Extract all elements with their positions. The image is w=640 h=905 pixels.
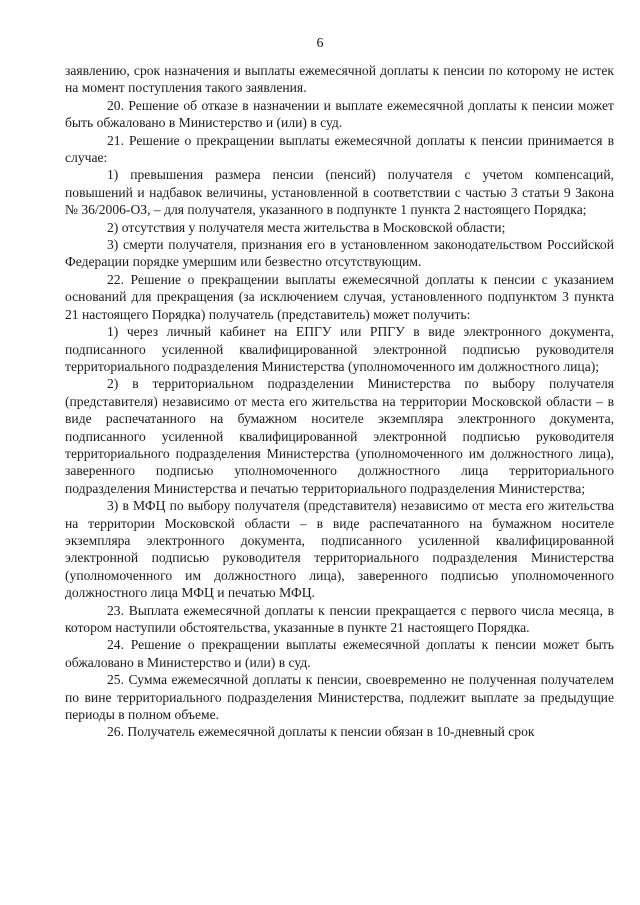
paragraph-26: 26. Получатель ежемесячной доплаты к пенсии обязан в 10-дневный срок [107,724,535,740]
paragraph-22: 22. Решение о прекращении выплаты ежемесячной доплаты к пенсии с указанием оснований для прекращения (за исключением случая, установленного подпунктом 3 пункта 21 настоящего Порядка) получатель (представитель) может получить: [65,271,614,322]
paragraph-21-item-1: 1) превышения размера пенсии (пенсий) получателя с учетом компенсаций, повышений и надбавок величины, установленной в соответствии с частью 3 статьи 9 Закона № 36/2006-ОЗ, – для получателя, указанного в подпункте 1 пункта 2 настоящего Порядка; [65,167,614,218]
document-body [65,62,614,741]
paragraph-24: 24. Решение о прекращении выплаты ежемесячной доплаты к пенсии может быть обжаловано в Министерство и (или) в суд. [65,637,614,670]
paragraph-25: 25. Сумма ежемесячной доплаты к пенсии, своевременно не полученная получателем по вине территориального подразделения Министерства, подлежит выплате за предыдущие периоды в полном объеме. [65,672,614,723]
paragraph-21-item-2: 2) отсутствия у получателя места жительства в Московской области; [107,219,506,235]
paragraph-20: 20. Решение об отказе в назначении и выплате ежемесячной доплаты к пенсии может быть обжаловано в Министерство и (или) в суд. [65,97,614,131]
paragraph-23: 23. Выплата ежемесячной доплаты к пенсии прекращается с первого числа месяца, в котором наступили обстоятельства, указанные в пункте 21 настоящего Порядка. [65,602,614,635]
paragraph-21: 21. Решение о прекращении выплаты ежемесячной доплаты к пенсии принимается в случае: [65,132,614,166]
paragraph-22-item-1: 1) через личный кабинет на ЕПГУ или РПГУ в виде электронного документа, подписанного усиленной квалифицированной электронной подписью руководителя территориального подразделения Министерства (уполномоченного им должностного лица); [65,324,614,374]
paragraph-22-item-2: 2) в территориальном подразделении Министерства по выбору получателя (представителя) независимо от места его жительства на территории Московской области – в виде распечатанного на бумажном носителе экземпляра электронного документа, подписанного усиленной квалифицированной электронной подписью руководителя территориального подразделения Министерства (уполномоченного им должностного лица), заверенного подписью уполномоченного должностного лица территориального подразделения Министерства и печатью территориального подразделения Министерства; [65,376,614,496]
paragraph-continuation: заявлению, срок назначения и выплаты ежемесячной доплаты к пенсии по которому не истек на момент поступления такого заявления. [65,63,614,96]
paragraph-21-item-3: 3) смерти получателя, признания его в установленном законодательством Российской Федерации порядке умершим или безвестно отсутствующим. [65,237,614,270]
page-number: 6 [316,36,324,51]
paragraph-22-item-3: 3) в МФЦ по выбору получателя (представителя) независимо от места его жительства на территории Московской области – в виде распечатанного на бумажном носителе экземпляра электронного документа, подписанного усиленной квалифицированной электронной подписью руководителя территориального подразделения Министерства (уполномоченного им должностного лица), заверенного подписью уполномоченного должностного лица МФЦ и печатью МФЦ. [65,498,614,601]
